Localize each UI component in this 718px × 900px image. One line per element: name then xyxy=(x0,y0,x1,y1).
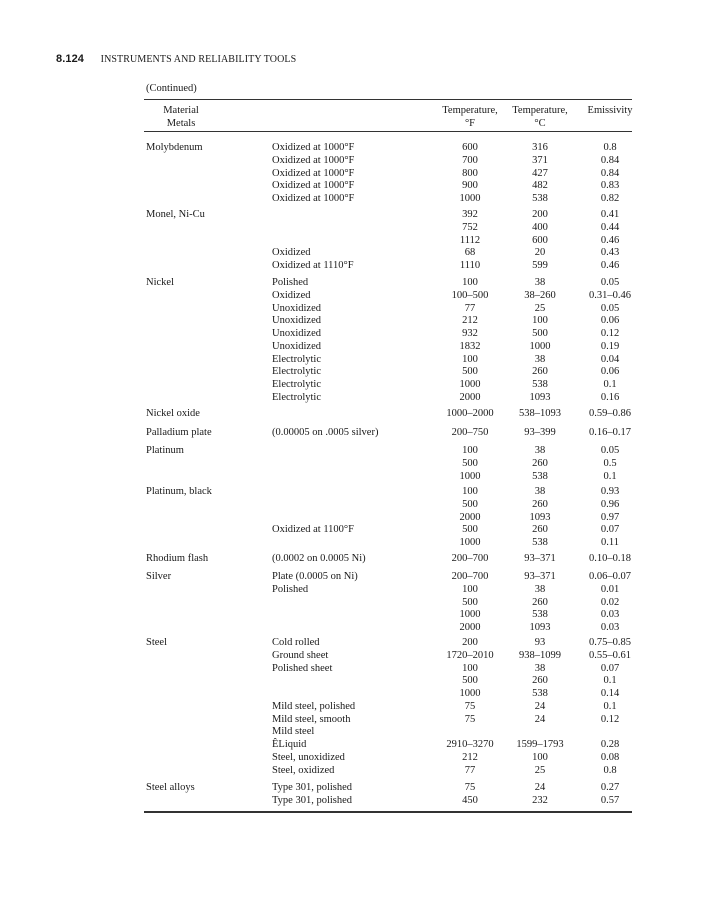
temperature-c-cell: 1093 xyxy=(529,391,551,403)
temperature-f-cell: 100 xyxy=(462,445,478,456)
emissivity-cell: 0.84 xyxy=(600,154,620,166)
material-name: Molybdenum xyxy=(146,142,203,153)
temperature-c-cell: 38 xyxy=(534,277,546,288)
temperature-f-cell: 75 xyxy=(464,713,476,725)
material-name: Steel xyxy=(146,637,167,648)
material-name: Platinum xyxy=(146,445,184,456)
temperature-f-cell: 1000 xyxy=(459,470,481,482)
temperature-c-cell: 538 xyxy=(532,193,548,204)
condition-cell: Unoxidized xyxy=(272,315,321,327)
temperature-c-cell: 100 xyxy=(532,315,548,327)
header-material-line1: Material xyxy=(163,105,199,116)
temperature-c-cell: 25 xyxy=(534,764,546,776)
emissivity-cell: 0.03 xyxy=(600,622,620,633)
temperature-c-cell: 538 xyxy=(532,688,548,699)
temperature-c-cell: 38 xyxy=(534,662,546,674)
temperature-c-cell: 600 xyxy=(532,234,548,246)
temperature-f-cell: 200–750 xyxy=(451,427,489,438)
emissivity-cell: 0.07 xyxy=(600,524,620,536)
temperature-c-cell: 25 xyxy=(534,302,546,314)
temperature-c-cell: 93 xyxy=(534,637,546,648)
temperature-f-cell: 1112 xyxy=(459,234,481,246)
temperature-c-cell: 1093 xyxy=(529,511,551,523)
header-temp-f-line2: °F xyxy=(464,118,476,129)
emissivity-cell: 0.11 xyxy=(601,537,619,548)
condition-cell: Oxidized xyxy=(272,247,311,259)
temperature-f-cell: 100 xyxy=(462,353,478,365)
temperature-f-cell: 100 xyxy=(462,583,478,595)
condition-cell: (0.00005 on .0005 silver) xyxy=(272,427,379,438)
temperature-f-cell: 212 xyxy=(462,315,478,327)
condition-cell: Electrolytic xyxy=(272,391,321,403)
emissivity-cell: 0.57 xyxy=(600,794,620,806)
temperature-f-cell: 2000 xyxy=(459,511,481,523)
condition-cell: Oxidized at 1100°F xyxy=(272,524,354,536)
header-bottom-rule xyxy=(144,131,632,132)
condition-cell: Unoxidized xyxy=(272,302,321,314)
condition-cell: Oxidized at 1000°F xyxy=(272,167,355,179)
header-temperature-f xyxy=(430,104,510,130)
condition-cell: Mild steel xyxy=(272,726,315,738)
condition-cell: Unoxidized xyxy=(272,328,321,339)
emissivity-cell: 0.06–0.07 xyxy=(589,571,631,582)
temperature-f-cell: 100–500 xyxy=(451,289,489,301)
temperature-c-cell: 100 xyxy=(532,751,548,763)
emissivity-cell: 0.1 xyxy=(603,675,617,687)
emissivity-cell: 0.02 xyxy=(600,596,620,608)
temperature-f-cell: 2000 xyxy=(459,391,481,403)
temperature-c-cell: 599 xyxy=(532,260,548,271)
temperature-f-cell: 1832 xyxy=(459,340,481,352)
emissivity-cell: 0.28 xyxy=(600,739,620,750)
emissivity-cell: 0.75–0.85 xyxy=(589,637,631,648)
temperature-f-cell: 500 xyxy=(462,675,478,687)
temperature-f-cell: 1000–2000 xyxy=(446,408,494,419)
temperature-f-cell: 500 xyxy=(462,524,478,536)
emissivity-cell: 0.14 xyxy=(600,688,620,699)
condition-cell: Mild steel, smooth xyxy=(272,713,351,725)
material-name: Platinum, black xyxy=(146,486,212,497)
header-material xyxy=(146,104,216,130)
condition-cell: Cold rolled xyxy=(272,637,320,648)
condition-cell: Type 301, polished xyxy=(272,794,353,806)
emissivity-cell: 0.16–0.17 xyxy=(589,427,631,438)
temperature-f-cell: 1000 xyxy=(459,609,481,621)
emissivity-cell: 0.44 xyxy=(600,221,620,233)
emissivity-cell: 0.41 xyxy=(600,209,620,220)
temperature-f-cell: 100 xyxy=(462,486,478,497)
temperature-c-cell: 260 xyxy=(532,596,548,608)
emissivity-cell: 0.5 xyxy=(603,457,617,469)
temperature-f-cell: 1720–2010 xyxy=(446,649,494,661)
temperature-c-cell: 500 xyxy=(532,328,548,339)
material-name: Silver xyxy=(146,571,172,582)
condition-cell: Oxidized at 1000°F xyxy=(272,154,355,166)
temperature-f-cell: 500 xyxy=(462,457,478,469)
temperature-c-cell: 38 xyxy=(534,445,546,456)
temperature-f-cell: 500 xyxy=(462,596,478,608)
condition-cell: Electrolytic xyxy=(272,366,321,378)
temperature-f-cell: 450 xyxy=(462,794,478,806)
material-name: Nickel xyxy=(146,277,174,288)
emissivity-cell: 0.27 xyxy=(600,782,620,793)
temperature-f-cell: 212 xyxy=(462,751,478,763)
condition-cell: Electrolytic xyxy=(272,353,321,365)
header-emissivity-label: Emissivity xyxy=(587,105,633,116)
temperature-c-cell: 371 xyxy=(532,154,548,166)
temperature-c-cell: 232 xyxy=(532,794,548,806)
temperature-c-cell: 20 xyxy=(534,247,546,259)
continued-label: (Continued) xyxy=(146,83,197,94)
emissivity-cell: 0.03 xyxy=(600,609,620,621)
emissivity-cell: 0.8 xyxy=(603,142,617,153)
emissivity-cell: 0.83 xyxy=(600,180,620,192)
temperature-f-cell: 392 xyxy=(462,209,478,220)
temperature-c-cell: 400 xyxy=(532,221,548,233)
header-temp-f-line1: Temperature, xyxy=(442,105,498,116)
temperature-c-cell: 538 xyxy=(532,379,548,390)
temperature-f-cell: 200–700 xyxy=(451,553,489,564)
emissivity-cell: 0.46 xyxy=(600,234,620,246)
temperature-f-cell: 500 xyxy=(462,498,478,510)
temperature-c-cell: 538 xyxy=(532,537,548,548)
condition-cell: ÊLiquid xyxy=(272,739,307,750)
temperature-c-cell: 38 xyxy=(534,486,546,497)
temperature-c-cell: 38 xyxy=(534,583,546,595)
temperature-c-cell: 24 xyxy=(534,713,546,725)
emissivity-cell: 0.1 xyxy=(603,470,617,482)
condition-cell: Ground sheet xyxy=(272,649,329,661)
emissivity-cell: 0.55–0.61 xyxy=(589,649,631,661)
emissivity-cell: 0.04 xyxy=(600,353,620,365)
emissivity-cell: 0.84 xyxy=(600,167,620,179)
temperature-c-cell: 938–1099 xyxy=(519,649,561,661)
temperature-c-cell: 427 xyxy=(532,167,548,179)
temperature-c-cell: 24 xyxy=(534,782,546,793)
temperature-f-cell: 77 xyxy=(464,764,476,776)
emissivity-cell: 0.82 xyxy=(600,193,620,204)
header-temp-c-line2: °C xyxy=(534,118,546,129)
emissivity-cell: 0.08 xyxy=(600,751,620,763)
condition-cell: (0.0002 on 0.0005 Ni) xyxy=(272,553,366,564)
temperature-c-cell: 38–260 xyxy=(524,289,556,301)
temperature-f-cell: 500 xyxy=(462,366,478,378)
condition-cell: Polished xyxy=(272,277,309,288)
temperature-c-cell: 260 xyxy=(532,498,548,510)
temperature-c-cell: 260 xyxy=(532,524,548,536)
emissivity-cell: 0.12 xyxy=(600,713,620,725)
emissivity-cell: 0.10–0.18 xyxy=(589,553,631,564)
condition-cell: Oxidized at 1000°F xyxy=(272,142,355,153)
table-top-rule xyxy=(144,99,632,100)
temperature-f-cell: 900 xyxy=(462,180,478,192)
condition-cell: Oxidized at 1000°F xyxy=(272,193,355,204)
temperature-f-cell: 2000 xyxy=(459,622,481,633)
material-name: Palladium plate xyxy=(146,427,212,438)
page-number: 8.124 xyxy=(56,53,85,65)
running-head xyxy=(56,53,296,65)
temperature-f-cell: 1110 xyxy=(459,260,481,271)
emissivity-cell: 0.05 xyxy=(600,302,620,314)
temperature-c-cell: 93–371 xyxy=(524,571,556,582)
emissivity-cell: 0.1 xyxy=(603,700,617,712)
material-name: Steel alloys xyxy=(146,782,195,793)
emissivity-cell: 0.16 xyxy=(600,391,620,403)
temperature-c-cell: 538 xyxy=(532,609,548,621)
temperature-c-cell: 260 xyxy=(532,675,548,687)
temperature-f-cell: 2910–3270 xyxy=(446,739,494,750)
emissivity-cell: 0.06 xyxy=(600,366,620,378)
temperature-c-cell: 1093 xyxy=(529,622,551,633)
temperature-c-cell: 1000 xyxy=(529,340,551,352)
temperature-c-cell: 316 xyxy=(532,142,548,153)
temperature-f-cell: 200 xyxy=(462,637,478,648)
temperature-f-cell: 800 xyxy=(462,167,478,179)
temperature-f-cell: 752 xyxy=(462,221,478,233)
condition-cell: Unoxidized xyxy=(272,340,321,352)
condition-cell: Polished xyxy=(272,583,309,595)
emissivity-cell: 0.07 xyxy=(600,662,620,674)
condition-cell: Type 301, polished xyxy=(272,782,353,793)
temperature-f-cell: 932 xyxy=(462,328,478,339)
temperature-f-cell: 200–700 xyxy=(451,571,489,582)
temperature-c-cell: 538–1093 xyxy=(519,408,561,419)
running-head-title: INSTRUMENTS AND RELIABILITY TOOLS xyxy=(100,54,297,65)
emissivity-cell: 0.59–0.86 xyxy=(589,408,631,419)
temperature-f-cell: 77 xyxy=(464,302,476,314)
temperature-c-cell: 93–399 xyxy=(524,427,556,438)
temperature-f-cell: 600 xyxy=(462,142,478,153)
emissivity-cell: 0.06 xyxy=(600,315,620,327)
temperature-f-cell: 1000 xyxy=(459,379,481,390)
material-name: Rhodium flash xyxy=(146,553,209,564)
condition-cell: Steel, oxidized xyxy=(272,764,335,776)
temperature-c-cell: 260 xyxy=(532,457,548,469)
emissivity-cell: 0.05 xyxy=(600,277,620,288)
temperature-c-cell: 482 xyxy=(532,180,548,192)
temperature-c-cell: 24 xyxy=(534,700,546,712)
emissivity-cell: 0.43 xyxy=(600,247,620,259)
condition-cell: Oxidized at 1000°F xyxy=(272,180,355,192)
emissivity-cell: 0.01 xyxy=(600,583,620,595)
header-temp-c-line1: Temperature, xyxy=(512,105,568,116)
temperature-f-cell: 1000 xyxy=(459,537,481,548)
emissivity-cell: 0.31–0.46 xyxy=(589,289,631,301)
temperature-c-cell: 1599–1793 xyxy=(516,739,564,750)
header-temperature-c xyxy=(500,104,580,130)
temperature-f-cell: 68 xyxy=(464,247,476,259)
emissivity-cell: 0.97 xyxy=(600,511,620,523)
emissivity-cell: 0.93 xyxy=(600,486,620,497)
emissivity-cell: 0.96 xyxy=(600,498,620,510)
temperature-f-cell: 1000 xyxy=(459,193,481,204)
temperature-c-cell: 38 xyxy=(534,353,546,365)
condition-cell: Electrolytic xyxy=(272,379,321,390)
condition-cell: Steel, unoxidized xyxy=(272,751,345,763)
condition-cell: Plate (0.0005 on Ni) xyxy=(272,571,358,582)
material-name: Nickel oxide xyxy=(146,408,200,419)
temperature-c-cell: 260 xyxy=(532,366,548,378)
temperature-f-cell: 100 xyxy=(462,277,478,288)
temperature-f-cell: 1000 xyxy=(459,688,481,699)
emissivity-cell: 0.19 xyxy=(600,340,620,352)
temperature-f-cell: 100 xyxy=(462,662,478,674)
table-bottom-rule xyxy=(144,811,632,813)
temperature-f-cell: 75 xyxy=(464,782,476,793)
condition-cell: Mild steel, polished xyxy=(272,700,356,712)
header-metals-line2: Metals xyxy=(166,118,196,129)
temperature-f-cell: 75 xyxy=(464,700,476,712)
emissivity-cell: 0.05 xyxy=(600,445,620,456)
condition-cell: Oxidized at 1110°F xyxy=(272,260,354,271)
emissivity-cell: 0.46 xyxy=(600,260,620,271)
material-name: Monel, Ni-Cu xyxy=(146,209,205,220)
emissivity-cell: 0.8 xyxy=(603,764,617,776)
temperature-c-cell: 93–371 xyxy=(524,553,556,564)
condition-cell: Polished sheet xyxy=(272,662,333,674)
emissivity-cell: 0.12 xyxy=(600,328,620,339)
temperature-c-cell: 200 xyxy=(532,209,548,220)
temperature-c-cell: 538 xyxy=(532,470,548,482)
emissivity-cell: 0.1 xyxy=(603,379,617,390)
condition-cell: Oxidized xyxy=(272,289,311,301)
temperature-f-cell: 700 xyxy=(462,154,478,166)
header-emissivity xyxy=(570,104,650,117)
